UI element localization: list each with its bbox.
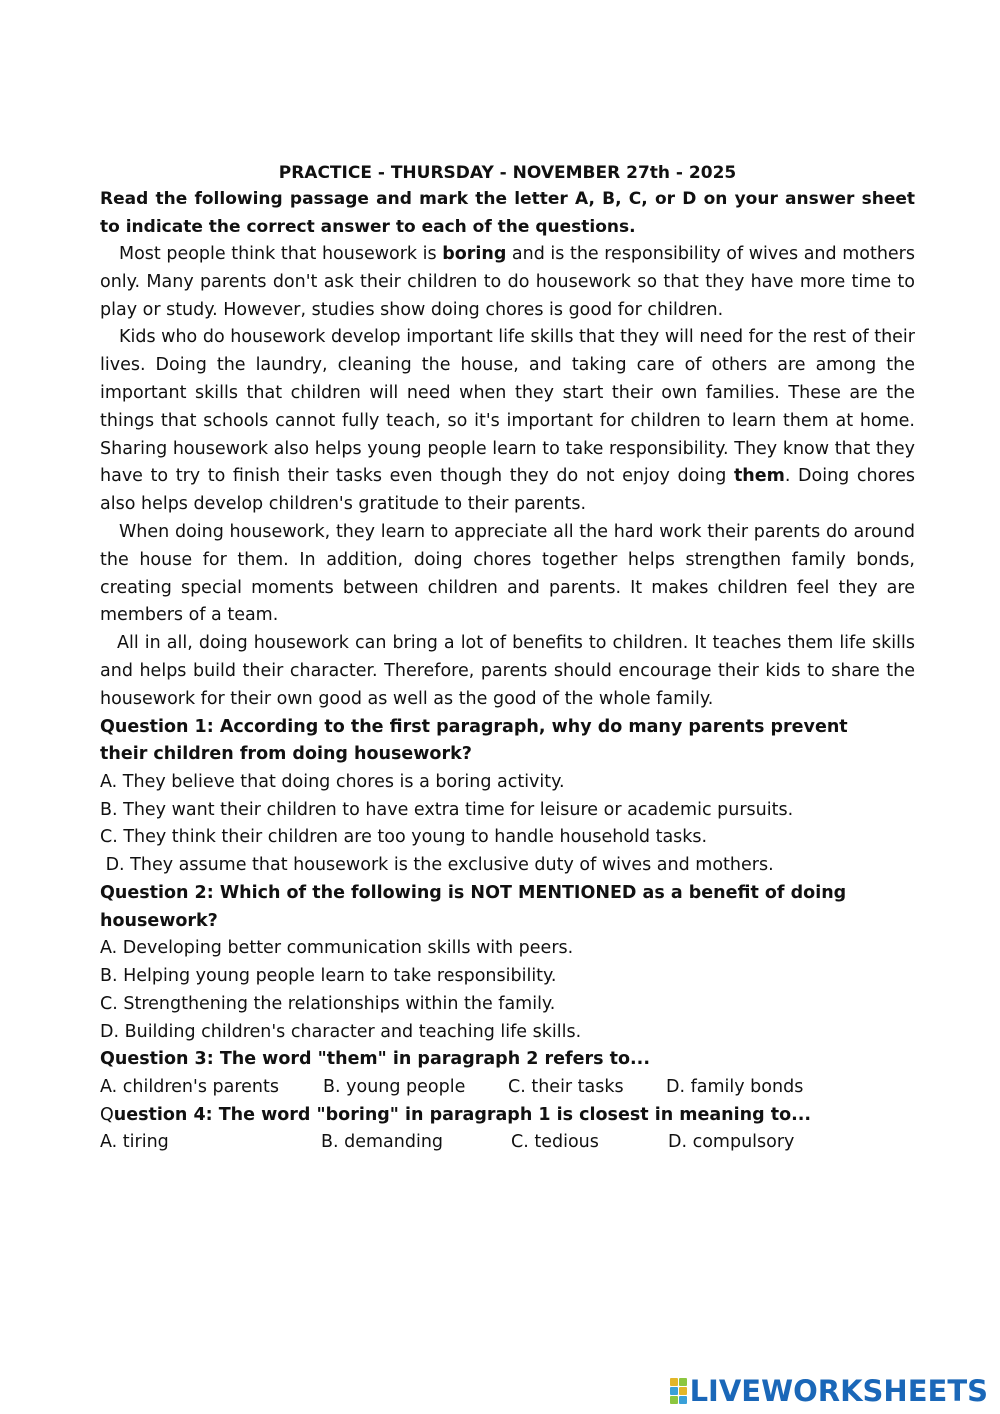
question-4-option-b[interactable]: B. demanding — [321, 1132, 444, 1153]
question-2 — [100, 880, 915, 1046]
question-3-option-d[interactable]: D. family bonds — [666, 1076, 804, 1097]
p2-text-after: . Doing chores also helps develop children's gratitude to their parents. — [100, 466, 915, 515]
question-3-option-c[interactable]: C. their tasks — [508, 1076, 624, 1097]
liveworksheets-logo — [670, 1371, 988, 1411]
question-3-stem: Question 3: The word "them" in paragraph 2 refers to... — [100, 1049, 650, 1070]
question-2-option-a[interactable]: A. Developing better communication skills with peers. — [100, 938, 574, 959]
liveworksheets-logo-text: LIVEWORKSHEETS — [689, 1374, 988, 1408]
question-2-stem-line-2: housework? — [100, 910, 218, 931]
instructions: Read the following passage and mark the letter A, B, C, or D on your answer sheet to indicate the correct answer to each of the questions. — [100, 189, 915, 237]
question-4-option-d[interactable]: D. compulsory — [668, 1132, 795, 1153]
question-3-option-b[interactable]: B. young people — [323, 1076, 466, 1097]
question-4-options — [100, 1129, 915, 1157]
p1-text-after: and is the responsibility of wives and mothers only. Many parents don't ask their children to do housework so that they have more time to play or study. However, studies show doing chores is good for children. — [100, 244, 915, 320]
question-2-option-c[interactable]: C. Strengthening the relationships within the family. — [100, 993, 556, 1014]
passage-paragraph-1 — [100, 241, 915, 324]
question-4-stem-first-letter: Q — [100, 1104, 114, 1125]
p1-text-before: Most people think that housework is — [119, 244, 443, 264]
question-4-option-c[interactable]: C. tedious — [511, 1132, 599, 1153]
question-4-option-a[interactable]: A. tiring — [100, 1132, 169, 1153]
question-3-options — [100, 1074, 915, 1102]
p2-text-before: Kids who do housework develop important life skills that they will need for the rest of their lives. Doing the laundry, cleaning the house, and taking care of others are among the important skills that children will need when they start their own families. These are the things that schools cannot fully teach, so it's important for children to learn them at home. Sharing housework also helps young people learn to take responsibility. They know that they have to try to finish their tasks even though they do not enjoy doing — [100, 327, 915, 487]
passage-paragraph-2 — [100, 324, 915, 519]
question-4-stem-rest: uestion 4: The word "boring" in paragraph 1 is closest in meaning to... — [113, 1104, 812, 1125]
worksheet — [100, 160, 915, 1157]
question-1-stem-line-1: Question 1: According to the first paragraph, why do many parents prevent — [100, 716, 848, 737]
question-1-stem-line-2: their children from doing housework? — [100, 744, 472, 765]
question-1 — [100, 714, 915, 880]
passage-paragraph-3: When doing housework, they learn to appreciate all the hard work their parents do around the house for them. In addition, doing chores together helps strengthen family bonds, creating special moments between children and parents. It makes children feel they are members of a team. — [100, 521, 915, 626]
question-4 — [100, 1102, 915, 1157]
question-1-option-a[interactable]: A. They believe that doing chores is a boring activity. — [100, 771, 565, 792]
page-title: PRACTICE - THURSDAY - NOVEMBER 27th - 2025 — [278, 163, 737, 183]
question-1-option-b[interactable]: B. They want their children to have extra time for leisure or academic pursuits. — [100, 799, 794, 820]
p2-bold-word: them — [733, 466, 785, 487]
question-1-option-d[interactable]: D. They assume that housework is the exclusive duty of wives and mothers. — [100, 855, 774, 876]
question-1-option-c[interactable]: C. They think their children are too young to handle household tasks. — [100, 827, 708, 848]
question-2-option-d[interactable]: D. Building children's character and teaching life skills. — [100, 1021, 582, 1042]
passage-paragraph-4: All in all, doing housework can bring a lot of benefits to children. It teaches them life skills and helps build their character. Therefore, parents should encourage their kids to share the housework for their own good as well as the good of the whole family. — [100, 633, 915, 709]
liveworksheets-logo-icon — [670, 1378, 687, 1404]
question-4-stem — [100, 1102, 915, 1130]
reading-passage — [100, 241, 915, 714]
question-3 — [100, 1046, 915, 1101]
question-2-option-b[interactable]: B. Helping young people learn to take responsibility. — [100, 965, 557, 986]
question-2-stem-line-1: Question 2: Which of the following is NOT MENTIONED as a benefit of doing — [100, 882, 847, 903]
p1-bold-word: boring — [442, 244, 507, 264]
question-3-option-a[interactable]: A. children's parents — [100, 1076, 279, 1097]
